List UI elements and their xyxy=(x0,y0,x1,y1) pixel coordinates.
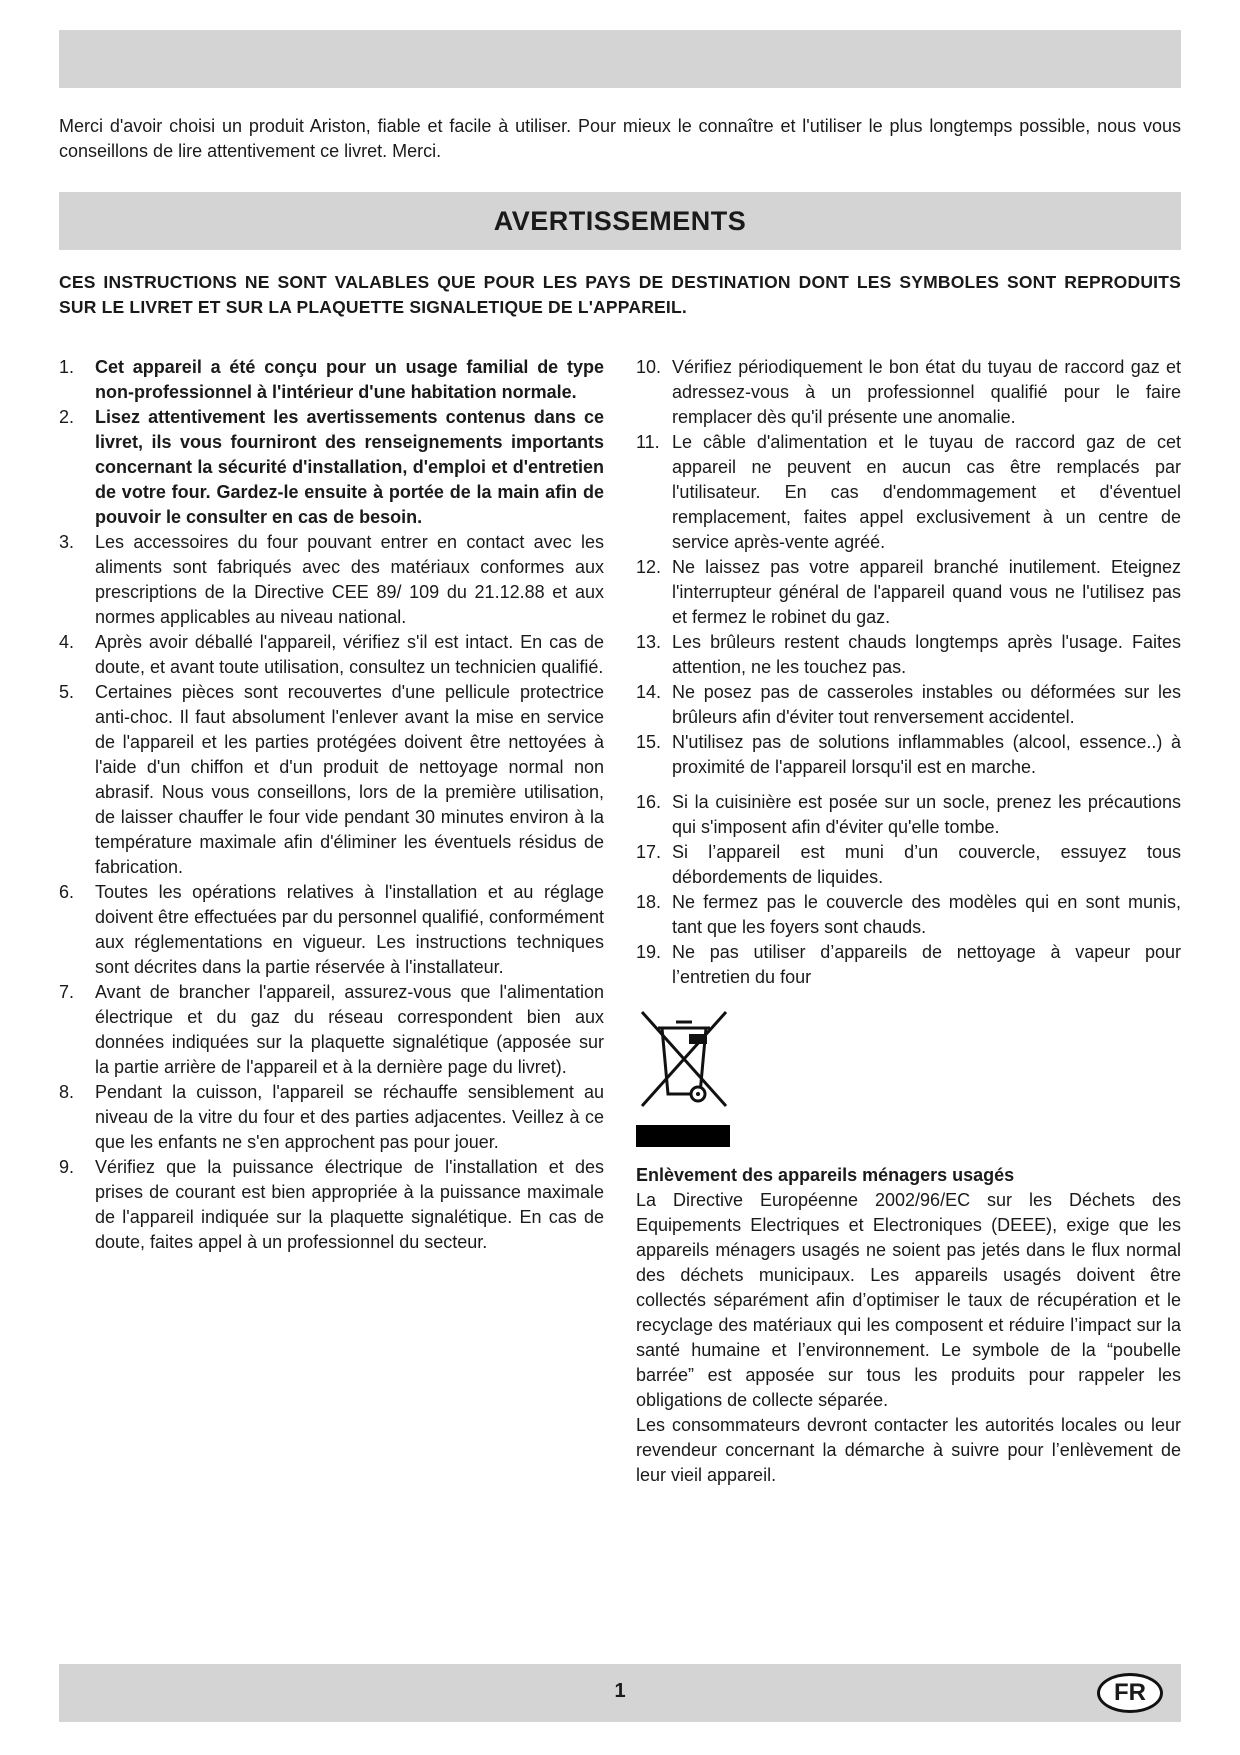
item-text: Si la cuisinière est posée sur un socle, prenez les précautions qui s'imposent afin d'éviter qu'elle tombe. xyxy=(672,792,1181,837)
list-item xyxy=(636,840,1181,890)
language-badge: FR xyxy=(1097,1673,1163,1713)
weee-title: Enlèvement des appareils ménagers usagés xyxy=(636,1165,1015,1185)
list-item xyxy=(636,555,1181,630)
item-number: 18. xyxy=(636,892,662,912)
list-item xyxy=(59,405,604,530)
list-item xyxy=(59,1155,604,1255)
list-item xyxy=(59,530,604,630)
item-number: 5. xyxy=(59,682,75,702)
item-text: Certaines pièces sont recouvertes d'une pellicule protectrice anti-choc. Il faut absolument l'enlever avant la mise en service de l'appareil et les parties protégées doivent être nettoyées à l'aide d'un chiffon et d'un produit de nettoyage normal non abrasif. Nous vous conseillons, lors de la première utilisation, de laisser chauffer le four vide pendant 30 minutes environ à la température maximale afin d'éliminer les éventuels résidus de fabrication. xyxy=(95,682,604,877)
item-number: 19. xyxy=(636,942,662,962)
item-text: Avant de brancher l'appareil, assurez-vous que l'alimentation électrique et du gaz du réseau correspondent bien aux données indiquées sur la plaquette signalétique (apposée sur la partie arrière de l'appareil et à la dernière page du livret). xyxy=(95,982,604,1077)
list-item xyxy=(59,980,604,1080)
item-text: Cet appareil a été conçu pour un usage familial de type non-professionnel à l'intérieur d'une habitation normale. xyxy=(95,357,604,402)
item-number: 7. xyxy=(59,982,75,1002)
item-text: N'utilisez pas de solutions inflammables (alcool, essence..) à proximité de l'appareil lorsqu'il est en marche. xyxy=(672,732,1181,777)
item-text: Toutes les opérations relatives à l'installation et au réglage doivent être effectuées par du personnel qualifié, conformément aux réglementations en vigueur. Les instructions techniques sont décrites dans la partie réservée à l'installateur. xyxy=(95,882,604,977)
section-title: AVERTISSEMENTS xyxy=(493,205,747,236)
list-item xyxy=(636,940,1181,990)
item-number: 4. xyxy=(59,632,75,652)
footer-bar xyxy=(59,1664,1181,1722)
item-number: 2. xyxy=(59,407,75,427)
list-item xyxy=(59,1080,604,1155)
item-text: Ne fermez pas le couvercle des modèles qui en sont munis, tant que les foyers sont chauds. xyxy=(672,892,1181,937)
weee-text-consumers: Les consommateurs devront contacter les autorités locales ou leur revendeur concernant la démarche à suivre pour l’enlèvement de leur vieil appareil. xyxy=(636,1415,1181,1485)
item-text: Si l’appareil est muni d’un couvercle, essuyez tous débordements de liquides. xyxy=(672,842,1181,887)
item-text: Vérifiez que la puissance électrique de l'installation et des prises de courant est bien appropriée à la puissance maximale de l'appareil indiquée sur la plaquette signalétique. En cas de doute, faites appel à un professionnel du secteur. xyxy=(95,1157,604,1252)
list-item xyxy=(636,890,1181,940)
item-number: 10. xyxy=(636,357,662,377)
item-number: 17. xyxy=(636,842,662,862)
weee-symbol xyxy=(636,1008,1181,1147)
item-text: Vérifiez périodiquement le bon état du tuyau de raccord gaz et adressez-vous à un professionnel qualifié pour le faire remplacer dès qu'il présente une anomalie. xyxy=(672,357,1181,427)
item-number: 9. xyxy=(59,1157,75,1177)
item-number: 11. xyxy=(636,432,660,452)
weee-black-bar xyxy=(636,1125,730,1147)
item-text: Les brûleurs restent chauds longtemps après l'usage. Faites attention, ne les touchez pas. xyxy=(672,632,1181,677)
item-number: 6. xyxy=(59,882,75,902)
right-column xyxy=(636,355,1181,1488)
item-number: 14. xyxy=(636,682,662,702)
crossed-bin-icon xyxy=(636,1008,732,1112)
list-item xyxy=(59,630,604,680)
item-number: 15. xyxy=(636,732,662,752)
item-text: Ne pas utiliser d’appareils de nettoyage à vapeur pour l’entretien du four xyxy=(672,942,1181,987)
item-text: Ne laissez pas votre appareil branché inutilement. Eteignez l'interrupteur général de l'appareil quand vous ne l'utilisez pas et fermez le robinet du gaz. xyxy=(672,557,1181,627)
list-item xyxy=(636,680,1181,730)
list-item xyxy=(59,880,604,980)
item-text: Les accessoires du four pouvant entrer en contact avec les aliments sont fabriqués avec des matériaux conformes aux prescriptions de la Directive CEE 89/ 109 du 21.12.88 et aux normes applicables au niveau national. xyxy=(95,532,604,627)
item-text: Ne posez pas de casseroles instables ou déformées sur les brûleurs afin d'éviter tout renversement accidentel. xyxy=(672,682,1181,727)
item-number: 12. xyxy=(636,557,662,577)
item-text: Pendant la cuisson, l'appareil se réchauffe sensiblement au niveau de la vitre du four et des parties adjacentes. Veillez à ce que les enfants ne s'en approchent pas pour jouer. xyxy=(95,1082,604,1152)
list-item xyxy=(636,430,1181,555)
item-number: 3. xyxy=(59,532,75,552)
destination-notice: CES INSTRUCTIONS NE SONT VALABLES QUE POUR LES PAYS DE DESTINATION DONT LES SYMBOLES SONT REPRODUITS SUR LE LIVRET ET SUR LA PLAQUETTE SIGNALETIQUE DE L'APPAREIL. xyxy=(59,272,1181,317)
item-number: 8. xyxy=(59,1082,75,1102)
list-item xyxy=(636,730,1181,780)
item-number: 13. xyxy=(636,632,662,652)
item-number: 1. xyxy=(59,357,75,377)
weee-text: La Directive Européenne 2002/96/EC sur les Déchets des Equipements Electriques et Electroniques (DEEE), exige que les appareils ménagers usagés ne soient pas jetés dans le flux normal des déchets municipaux. Les appareils usagés doivent être collectés séparément afin d’optimiser le taux de récupération et le recyclage des matériaux qui les composent et réduire l’impact sur la santé humaine et l’environnement. Le symbole de la “poubelle barrée” est apposée sur tous les produits pour rappeler les obligations de collecte séparée. xyxy=(636,1190,1181,1410)
item-text: Après avoir déballé l'appareil, vérifiez s'il est intact. En cas de doute, et avant toute utilisation, consultez un technicien qualifié. xyxy=(95,632,604,677)
section-header xyxy=(59,192,1181,250)
list-item xyxy=(636,630,1181,680)
header-bar xyxy=(59,30,1181,88)
item-text: Lisez attentivement les avertissements contenus dans ce livret, ils vous fourniront des renseignements importants concernant la sécurité d'installation, d'emploi et d'entretien de votre four. Gardez-le ensuite à portée de la main afin de pouvoir le consulter en cas de besoin. xyxy=(95,407,604,527)
list-item xyxy=(636,355,1181,430)
item-text: Le câble d'alimentation et le tuyau de raccord gaz de cet appareil ne peuvent en aucun cas être remplacés par l'utilisateur. En cas d'endommagement et d'éventuel remplacement, faites appel exclusivement à un centre de service après-vente agréé. xyxy=(672,432,1181,552)
intro-text: Merci d'avoir choisi un produit Ariston, fiable et facile à utiliser. Pour mieux le connaître et l'utiliser le plus longtemps possible, nous vous conseillons de lire attentivement ce livret. Merci. xyxy=(59,116,1181,161)
list-item xyxy=(636,790,1181,840)
list-item xyxy=(59,680,604,880)
list-item xyxy=(59,355,604,405)
page-number: 1 xyxy=(614,1680,626,1702)
left-column xyxy=(59,355,604,1255)
item-number: 16. xyxy=(636,792,662,812)
